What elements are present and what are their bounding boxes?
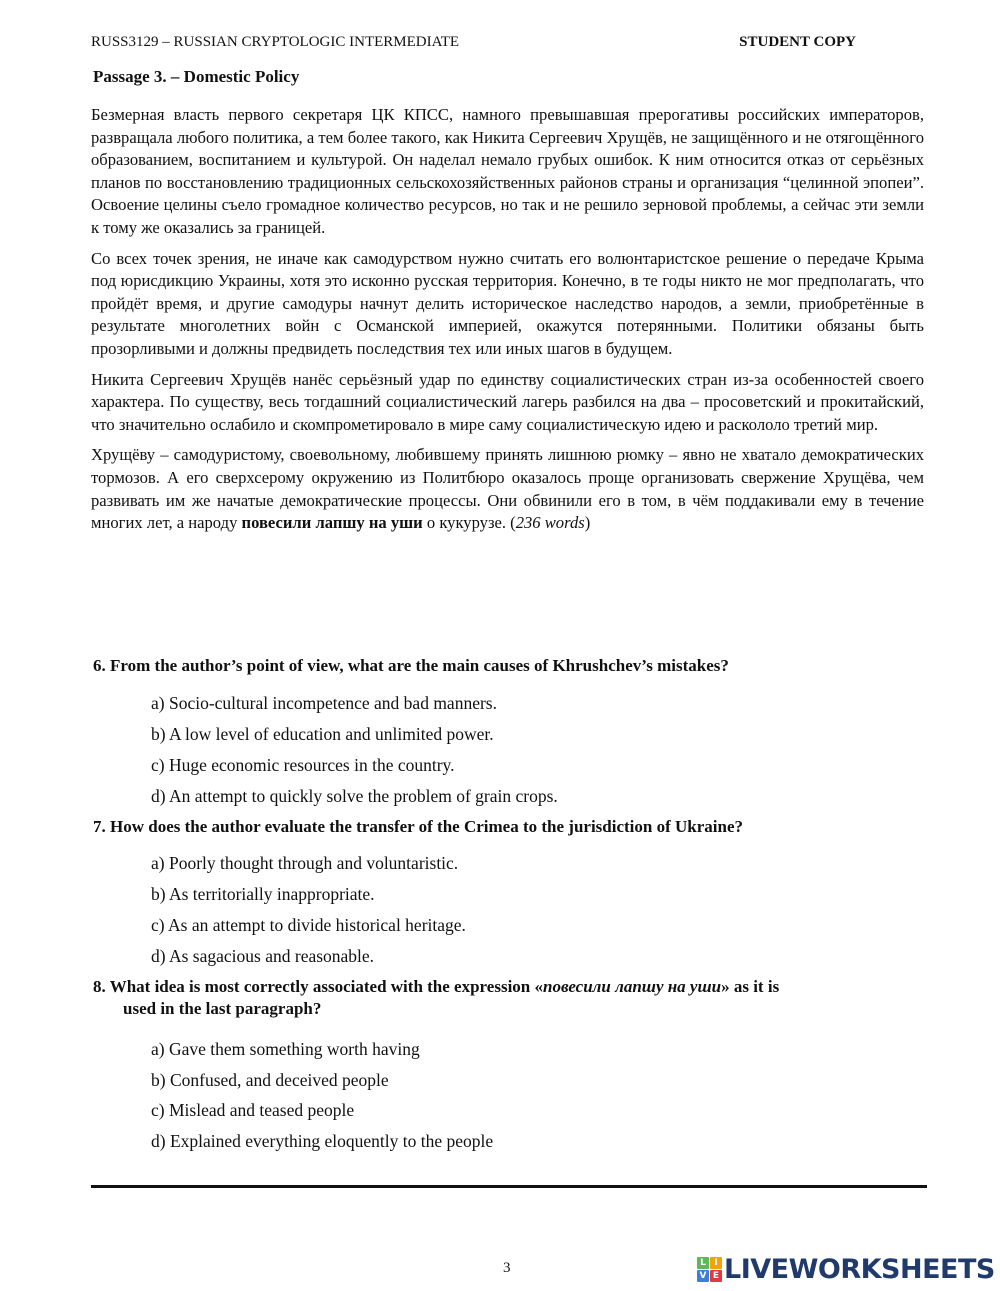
passage-body [91,104,924,543]
question-8 [93,977,779,1019]
logo-text: LIVEWORKSHEETS [724,1253,995,1285]
question-6 [93,656,729,676]
option-8d: d) Explained everything eloquently to the people [151,1131,494,1151]
question-text: What idea is most correctly associated with the expression « [109,977,544,996]
copy-label: STUDENT COPY [739,34,856,50]
passage-title: Passage 3. – Domestic Policy [93,67,300,86]
option-7c: c) As an attempt to divide historical heritage. [151,915,466,935]
option-6c: c) Huge economic resources in the country. [151,755,455,775]
option-6d: d) An attempt to quickly solve the problem of grain crops. [151,786,558,806]
liveworksheets-logo [697,1253,995,1285]
expression: повесили лапшу на уши [543,977,722,996]
text: Хрущёву – самодуристому, своевольному, любившему принять лишнюю рюмку – явно не хватало демократических тормозов. А его сверхсерому окружению из Политбюро оказалось проще организовать свержение Хрущёва, чем развивать им же начатые демократические процессы. Они обвинили его в том, в чём поддакивали ему в течение многих лет, а народу [91,445,924,533]
option-8a: a) Gave them something worth having [151,1039,420,1059]
logo-letter: V [697,1270,709,1282]
question-number: 7. [93,817,106,836]
option-8c: c) Mislead and teased people [151,1100,355,1120]
paragraph: Безмерная власть первого секретаря ЦК КПСС, намного превышавшая прерогативы российских императоров, развращала любого политика, а тем более такого, как Никита Сергеевич Хрущёв, не защищённого и не отягощённого образованием, воспитанием и культурой. Он наделал немало грубых ошибок. К ним относится отказ от серьёзных планов по восстановлению традиционных сельскохозяйственных районов страны и организация “целинной эпопеи”. Освоение целины съело громадное количество ресурсов, но так и не решило зерновой проблемы, а сейчас эти земли к тому же оказались за границей. [91,105,924,237]
paragraph: Со всех точек зрения, не иначе как самодурством нужно считать его волюнтаристское решение о передаче Крыма под юрисдикцию Украины, хотя это исконно русская территория. Конечно, в те годы никто не мог предполагать, что пройдёт время, и другие самодуры начнут делить историческое наследство народов, а земли, приобретённые в результате многолетних войн с Османской империей, окажутся потерянными. Политики обязаны быть прозорливыми и должны предвидеть последствия тех или иных шагов в будущем. [91,248,924,358]
question-number: 6. [93,656,106,675]
option-8b: b) Confused, and deceived people [151,1070,389,1090]
question-text: How does the author evaluate the transfer of the Crimea to the jurisdiction of Ukraine? [110,817,744,836]
logo-letter: L [697,1257,709,1269]
question-text-line2: used in the last paragraph? [123,999,322,1018]
option-7b: b) As territorially inappropriate. [151,884,375,904]
logo-icon [697,1257,722,1282]
paragraph-last [91,444,924,534]
option-6b: b) A low level of education and unlimited power. [151,724,494,744]
question-text: From the author’s point of view, what are the main causes of Khrushchev’s mistakes? [110,656,729,675]
idiom-bold: повесили лапшу на уши [241,513,423,533]
logo-letter: E [710,1270,722,1282]
option-7d: d) As sagacious and reasonable. [151,946,375,966]
question-number: 8. [93,977,106,996]
page-number: 3 [503,1260,511,1276]
option-6a: a) Socio-cultural incompetence and bad manners. [151,693,497,713]
word-count: 236 words [515,513,585,533]
footer-divider [91,1185,927,1188]
text: о кукурузе. ( [422,513,516,533]
logo-letter: I [710,1257,722,1269]
text: ) [584,513,591,533]
paragraph: Никита Сергеевич Хрущёв нанёс серьёзный удар по единству социалистических стран из-за особенностей своего характера. По существу, весь тогдашний социалистический лагерь разбился на два – просоветский и прокитайский, что значительно ослабило и скомпрометировало в мире саму социалистическую идею и раскололо третий мир. [91,369,924,434]
question-text: » as it is [721,977,780,996]
page-header [91,34,856,54]
course-title: RUSS3129 – RUSSIAN CRYPTOLOGIC INTERMEDIATE [91,34,460,50]
option-7a: a) Poorly thought through and voluntaristic. [151,853,459,873]
question-7 [93,817,743,837]
